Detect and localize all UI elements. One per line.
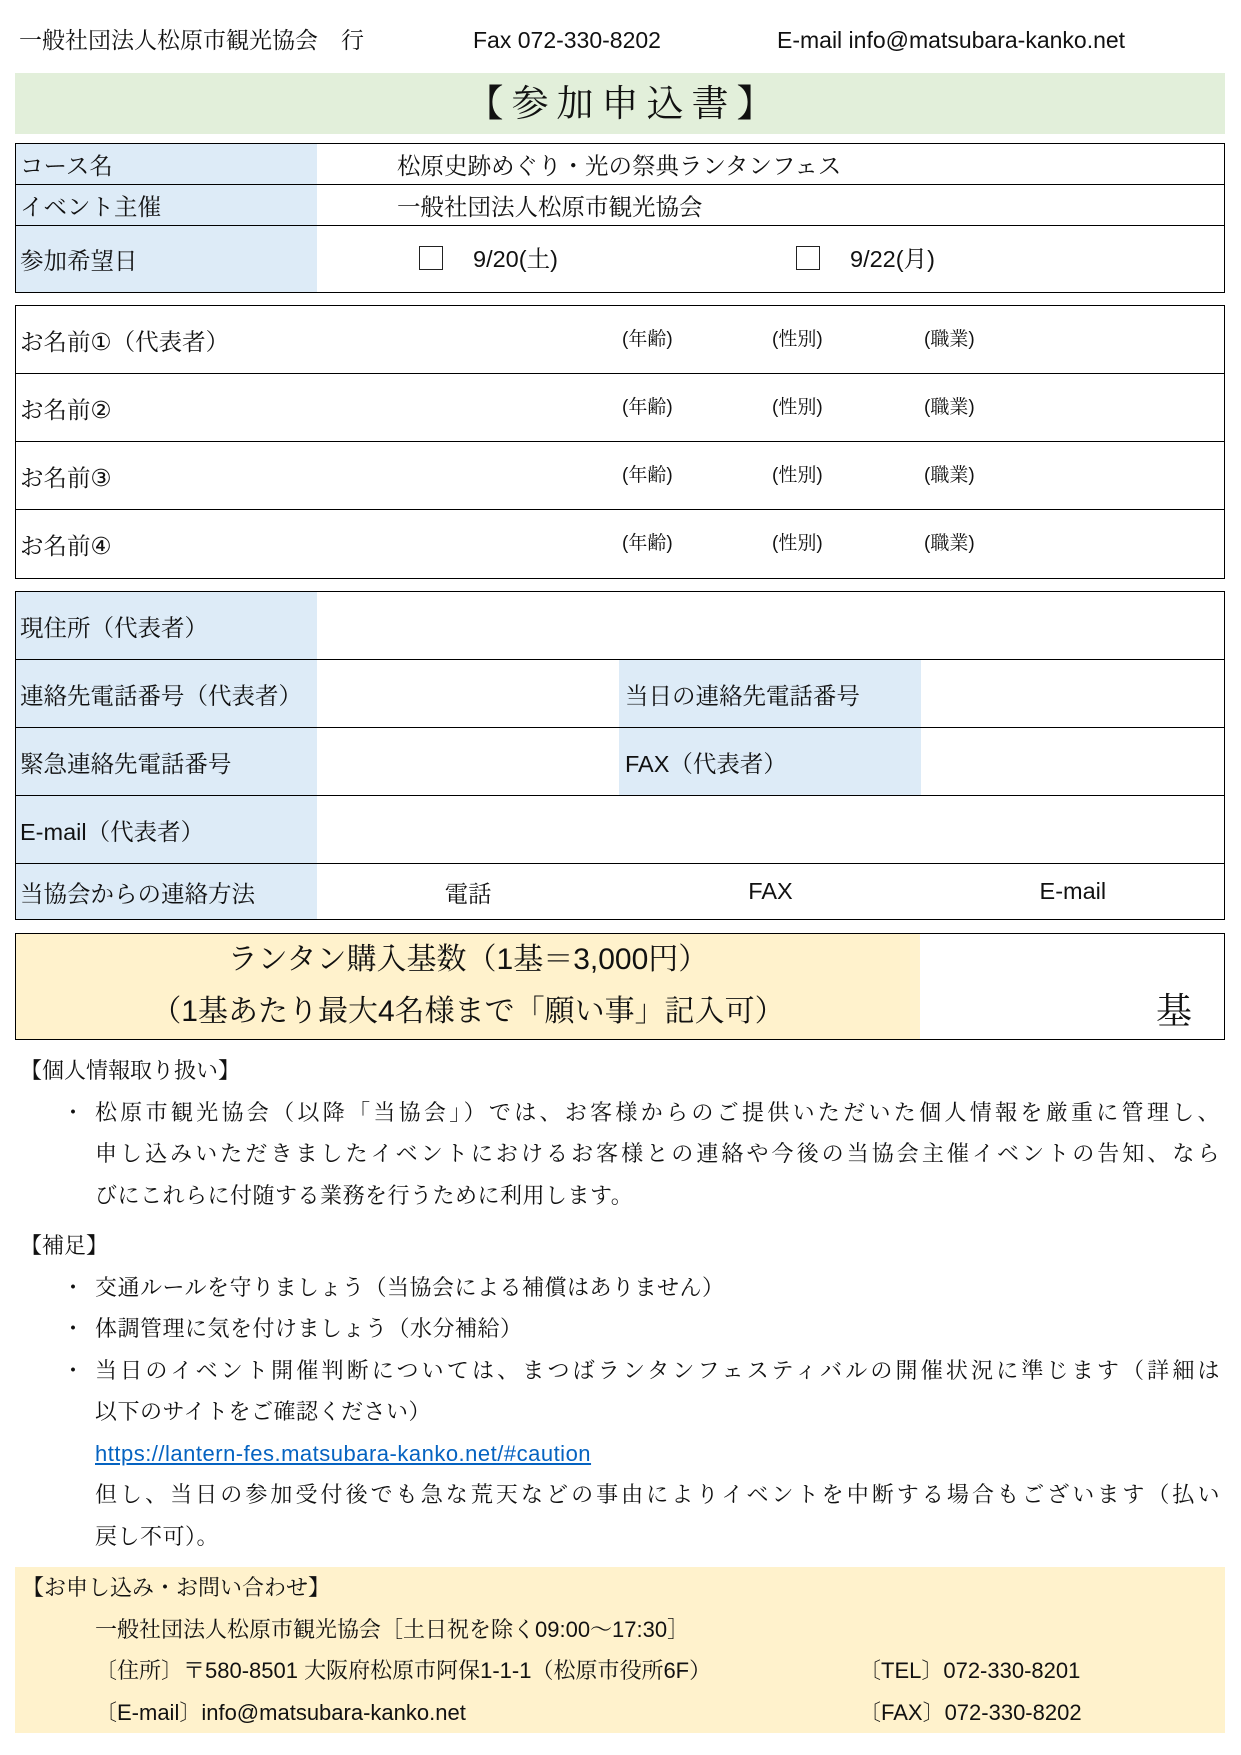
participant-row	[16, 510, 1224, 578]
lantern-purchase-box	[15, 933, 1225, 1040]
preferred-date-label: 参加希望日	[16, 226, 317, 292]
lantern-count-field[interactable]	[920, 934, 1224, 1039]
address-field[interactable]	[317, 592, 1224, 659]
supplement-text-line: 以下のサイトをご確認ください）	[95, 1399, 431, 1424]
email-label: E-mail（代表者）	[16, 796, 317, 863]
participant-name-label: お名前③	[20, 464, 112, 491]
occupation-label: (職業)	[924, 533, 975, 554]
participant-name-label: お名前④	[20, 533, 112, 559]
participant-name-field[interactable]	[16, 374, 1224, 441]
supplement-bullet	[0, 1308, 1220, 1350]
participant-row	[16, 442, 1224, 510]
preferred-date-options	[317, 226, 1224, 292]
contact-method-phone[interactable]: 電話	[444, 880, 492, 907]
lantern-wish-line: （1基あたり最大4名様まで「願い事」記入可）	[151, 995, 785, 1028]
supplement-note-line: 戻し不可）。	[95, 1523, 220, 1549]
gender-label: (性別)	[772, 329, 823, 350]
phone-label: 連絡先電話番号（代表者）	[16, 660, 317, 727]
emergency-row	[16, 728, 1224, 796]
date-option-2-checkbox[interactable]	[796, 246, 820, 270]
age-label: (年齢)	[622, 397, 673, 418]
contact-method-fax[interactable]: FAX	[748, 878, 793, 904]
participant-row	[16, 374, 1224, 442]
age-label: (年齢)	[622, 329, 673, 350]
occupation-label: (職業)	[924, 397, 975, 418]
inquiry-section	[15, 1567, 1225, 1733]
supplement-bullet	[0, 1350, 1220, 1558]
notes-section	[0, 1050, 1241, 1557]
participant-name-field[interactable]	[16, 510, 1224, 578]
inquiry-org-row	[15, 1609, 1225, 1651]
host-row	[16, 185, 1224, 226]
course-label: コース名	[16, 144, 317, 184]
participant-name-field[interactable]	[16, 442, 1224, 509]
privacy-text-line: びにこれらに付随する業務を行うために利用します。	[95, 1182, 634, 1208]
supplement-heading: 【補足】	[20, 1233, 109, 1258]
date-option-2-label: 9/22(月)	[850, 246, 935, 272]
supplement-bullet	[0, 1267, 1220, 1309]
contact-info-table	[15, 591, 1225, 920]
email-field[interactable]	[317, 796, 1224, 863]
participant-name-label: お名前①（代表者）	[20, 328, 230, 355]
gender-label: (性別)	[772, 465, 823, 486]
bullet-mark: ・	[62, 1274, 85, 1300]
host-value: 一般社団法人松原市観光協会	[397, 194, 703, 220]
contact-method-row	[16, 864, 1224, 919]
bullet-mark: ・	[62, 1099, 85, 1125]
inquiry-email-row	[15, 1692, 1225, 1734]
emergency-phone-label: 緊急連絡先電話番号	[16, 728, 317, 795]
event-info-table	[15, 143, 1225, 293]
fax-header	[0, 20, 1241, 60]
participant-row	[16, 306, 1224, 374]
day-phone-label: 当日の連絡先電話番号	[619, 660, 921, 727]
course-row	[16, 144, 1224, 185]
supplement-text-line: 体調管理に気を付けましょう（水分補給）	[95, 1316, 523, 1341]
supplement-text-line: 当日のイベント開催判断については、まつばランタンフェスティバルの開催状況に準じます（詳細は	[95, 1357, 1220, 1383]
header-fax-number: Fax 072-330-8202	[473, 27, 661, 53]
privacy-bullet	[0, 1092, 1220, 1217]
privacy-text-line: 松原市観光協会（以降「当協会」）では、お客様からのご提供いただいた個人情報を厳重に管理し、	[95, 1099, 1220, 1125]
fax-label: FAX（代表者）	[619, 728, 921, 795]
inquiry-address-row	[15, 1650, 1225, 1692]
bullet-mark: ・	[62, 1316, 85, 1341]
lantern-description	[16, 934, 920, 1039]
form-title: 【参加申込書】	[15, 73, 1225, 134]
inquiry-heading: 【お申し込み・お問い合わせ】	[22, 1575, 331, 1600]
fax-field[interactable]	[921, 728, 1224, 795]
age-label: (年齢)	[622, 465, 673, 486]
age-label: (年齢)	[622, 533, 673, 554]
gender-label: (性別)	[772, 397, 823, 418]
contact-method-email[interactable]: E-mail	[1039, 878, 1107, 904]
participants-table	[15, 305, 1225, 579]
gender-label: (性別)	[772, 533, 823, 554]
inquiry-address: 〔住所〕〒580-8501 大阪府松原市阿保1-1-1（松原市役所6F）	[95, 1658, 712, 1683]
supplement-note-line: 但し、当日の参加受付後でも急な荒天などの事由によりイベントを中断する場合もございます（払い	[95, 1482, 1220, 1507]
inquiry-org: 一般社団法人松原市観光協会［土日祝を除く09:00～17:30］	[95, 1616, 690, 1642]
address-row	[16, 592, 1224, 660]
date-option-1-label: 9/20(土)	[473, 246, 558, 272]
inquiry-fax: 〔FAX〕072-330-8202	[859, 1699, 1082, 1725]
contact-method-label: 当協会からの連絡方法	[16, 864, 317, 919]
lantern-count-unit: 基	[1155, 990, 1192, 1031]
phone-field[interactable]	[317, 660, 619, 727]
email-row	[16, 796, 1224, 864]
inquiry-email: 〔E-mail〕info@matsubara-kanko.net	[95, 1699, 466, 1725]
privacy-text-line: 申し込みいただきましたイベントにおけるお客様との連絡や今後の当協会主催イベントの告知、なら	[95, 1141, 1220, 1166]
day-phone-field[interactable]	[921, 660, 1224, 727]
inquiry-tel: 〔TEL〕072-330-8201	[859, 1658, 1081, 1683]
lantern-price-line: ランタン購入基数（1基＝3,000円）	[227, 943, 709, 976]
supplement-text-line: 交通ルールを守りましょう（当協会による補償はありません）	[95, 1274, 725, 1300]
participant-name-label: お名前②	[20, 396, 112, 423]
host-label: イベント主催	[16, 185, 317, 225]
participant-name-field[interactable]	[16, 306, 1224, 373]
occupation-label: (職業)	[924, 329, 975, 350]
date-option-1-checkbox[interactable]	[419, 246, 443, 270]
lantern-fes-caution-link[interactable]: https://lantern-fes.matsubara-kanko.net/#caution	[95, 1440, 592, 1466]
phone-row	[16, 660, 1224, 728]
privacy-heading: 【個人情報取り扱い】	[20, 1058, 241, 1083]
preferred-date-row	[16, 226, 1224, 292]
recipient-org: 一般社団法人松原市観光協会 行	[19, 27, 364, 53]
header-email: E-mail info@matsubara-kanko.net	[777, 27, 1126, 53]
emergency-phone-field[interactable]	[317, 728, 619, 795]
bullet-mark: ・	[62, 1357, 85, 1383]
address-label: 現住所（代表者）	[16, 592, 317, 659]
course-value: 松原史跡めぐり・光の祭典ランタンフェス	[397, 153, 842, 179]
occupation-label: (職業)	[924, 465, 975, 486]
